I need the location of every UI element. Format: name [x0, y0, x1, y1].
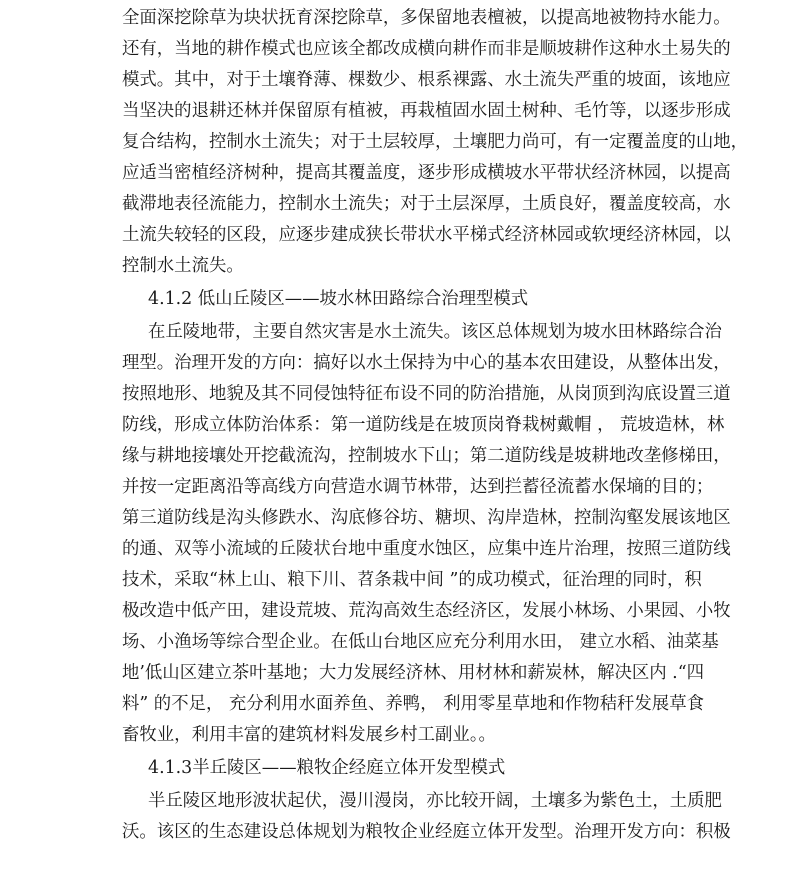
paragraph-line: 的通、双等小流域的丘陵状台地中重度水蚀区，应集中连片治理，按照三道防线 — [122, 539, 731, 559]
section-heading-4-1-3: 4.1.3半丘陵区——粮牧企经庭立体开发型模式 — [148, 758, 506, 778]
paragraph-line: 截滞地表径流能力，控制水土流失；对于土层深厚，土质良好，覆盖度较高，水 — [122, 194, 731, 214]
paragraph-line: 土流失较轻的区段，应逐步建成狭长带状水平梯式经济林园或软埂经济林园，以 — [122, 225, 731, 245]
paragraph-line: 地’低山区建立茶叶基地；大力发展经济林、用材林和薪炭林，解决区内 .“四 — [122, 663, 704, 683]
paragraph-first-line: 半丘陵区地形波状起伏，漫川漫岗，亦比较开阔，土壤多为紫色土，土质肥 — [148, 791, 722, 811]
paragraph-line: 沃。该区的生态建设总体规划为粮牧企业经庭立体开发型。治理开发方向：积极 — [122, 822, 731, 842]
paragraph-line: 复合结构，控制水土流失；对于土层较厚，土壤肥力尚可，有一定覆盖度的山地， — [122, 132, 749, 152]
paragraph-line: 场、小渔场等综合型企业。在低山台地区应充分利用水田， 建立水稻、油菜基 — [122, 632, 719, 652]
paragraph-line: 模式。其中，对于土壤脊薄、棵数少、根系裸露、水土流失严重的坡面，该地应 — [122, 70, 731, 90]
paragraph-line: 还有，当地的耕作模式也应该全都改成横向耕作而非是顺坡耕作这种水土易失的 — [122, 39, 731, 59]
paragraph-line: 技术，采取“林上山、粮下川、苕条栽中间 ”的成功模式，征治理的同时，积 — [122, 570, 702, 590]
section-heading-4-1-2: 4.1.2 低山丘陵区——坡水林田路综合治理型模式 — [148, 289, 529, 309]
paragraph-line: 当坚决的退耕还林并保留原有植被，再栽植固水固土树种、毛竹等，以逐步形成 — [122, 101, 731, 121]
paragraph-line: 按照地形、地貌及其不同侵蚀特征布设不同的防治措施，从岗顶到沟底设置三道 — [122, 384, 731, 404]
paragraph-line: 防线，形成立体防治体系：第一道防线是在坡顶岗脊栽树戴帽 ， 荒坡造林，林 — [122, 415, 725, 435]
paragraph-line: 并按一定距离沿等高线方向营造水调节林带，达到拦蓄径流蓄水保墒的目的； — [122, 477, 714, 497]
paragraph-line: 控制水土流失。 — [122, 256, 244, 276]
paragraph-line: 理型。治理开发的方向：搞好以水土保持为中心的基本农田建设，从整体出发， — [122, 353, 731, 373]
paragraph-line: 料” 的不足， 充分利用水面养鱼、养鸭， 利用零星草地和作物秸秆发展草食 — [122, 694, 704, 714]
paragraph-line: 缘与耕地接壤处开挖截流沟，控制坡水下山；第二道防线是坡耕地改垄修梯田， — [122, 446, 731, 466]
paragraph-line: 畜牧业，利用丰富的建筑材料发展乡村工副业。。 — [122, 725, 496, 745]
paragraph-line: 全面深挖除草为块状抚育深挖除草，多保留地表檀被，以提高地被物持水能力。 — [122, 8, 731, 28]
paragraph-line: 极改造中低产田，建设荒坡、荒沟高效生态经济区，发展小林场、小果园、小牧 — [122, 601, 731, 621]
paragraph-first-line: 在丘陵地带，主要自然灾害是水土流失。该区总体规划为坡水田林路综合治 — [148, 322, 722, 342]
paragraph-line: 应适当密植经济树种，提高其覆盖度，逐步形成横坡水平带状经济林园，以提高 — [122, 163, 731, 183]
paragraph-line: 第三道防线是沟头修跌水、沟底修谷坊、糖坝、沟岸造林，控制沟壑发展该地区 — [122, 508, 731, 528]
